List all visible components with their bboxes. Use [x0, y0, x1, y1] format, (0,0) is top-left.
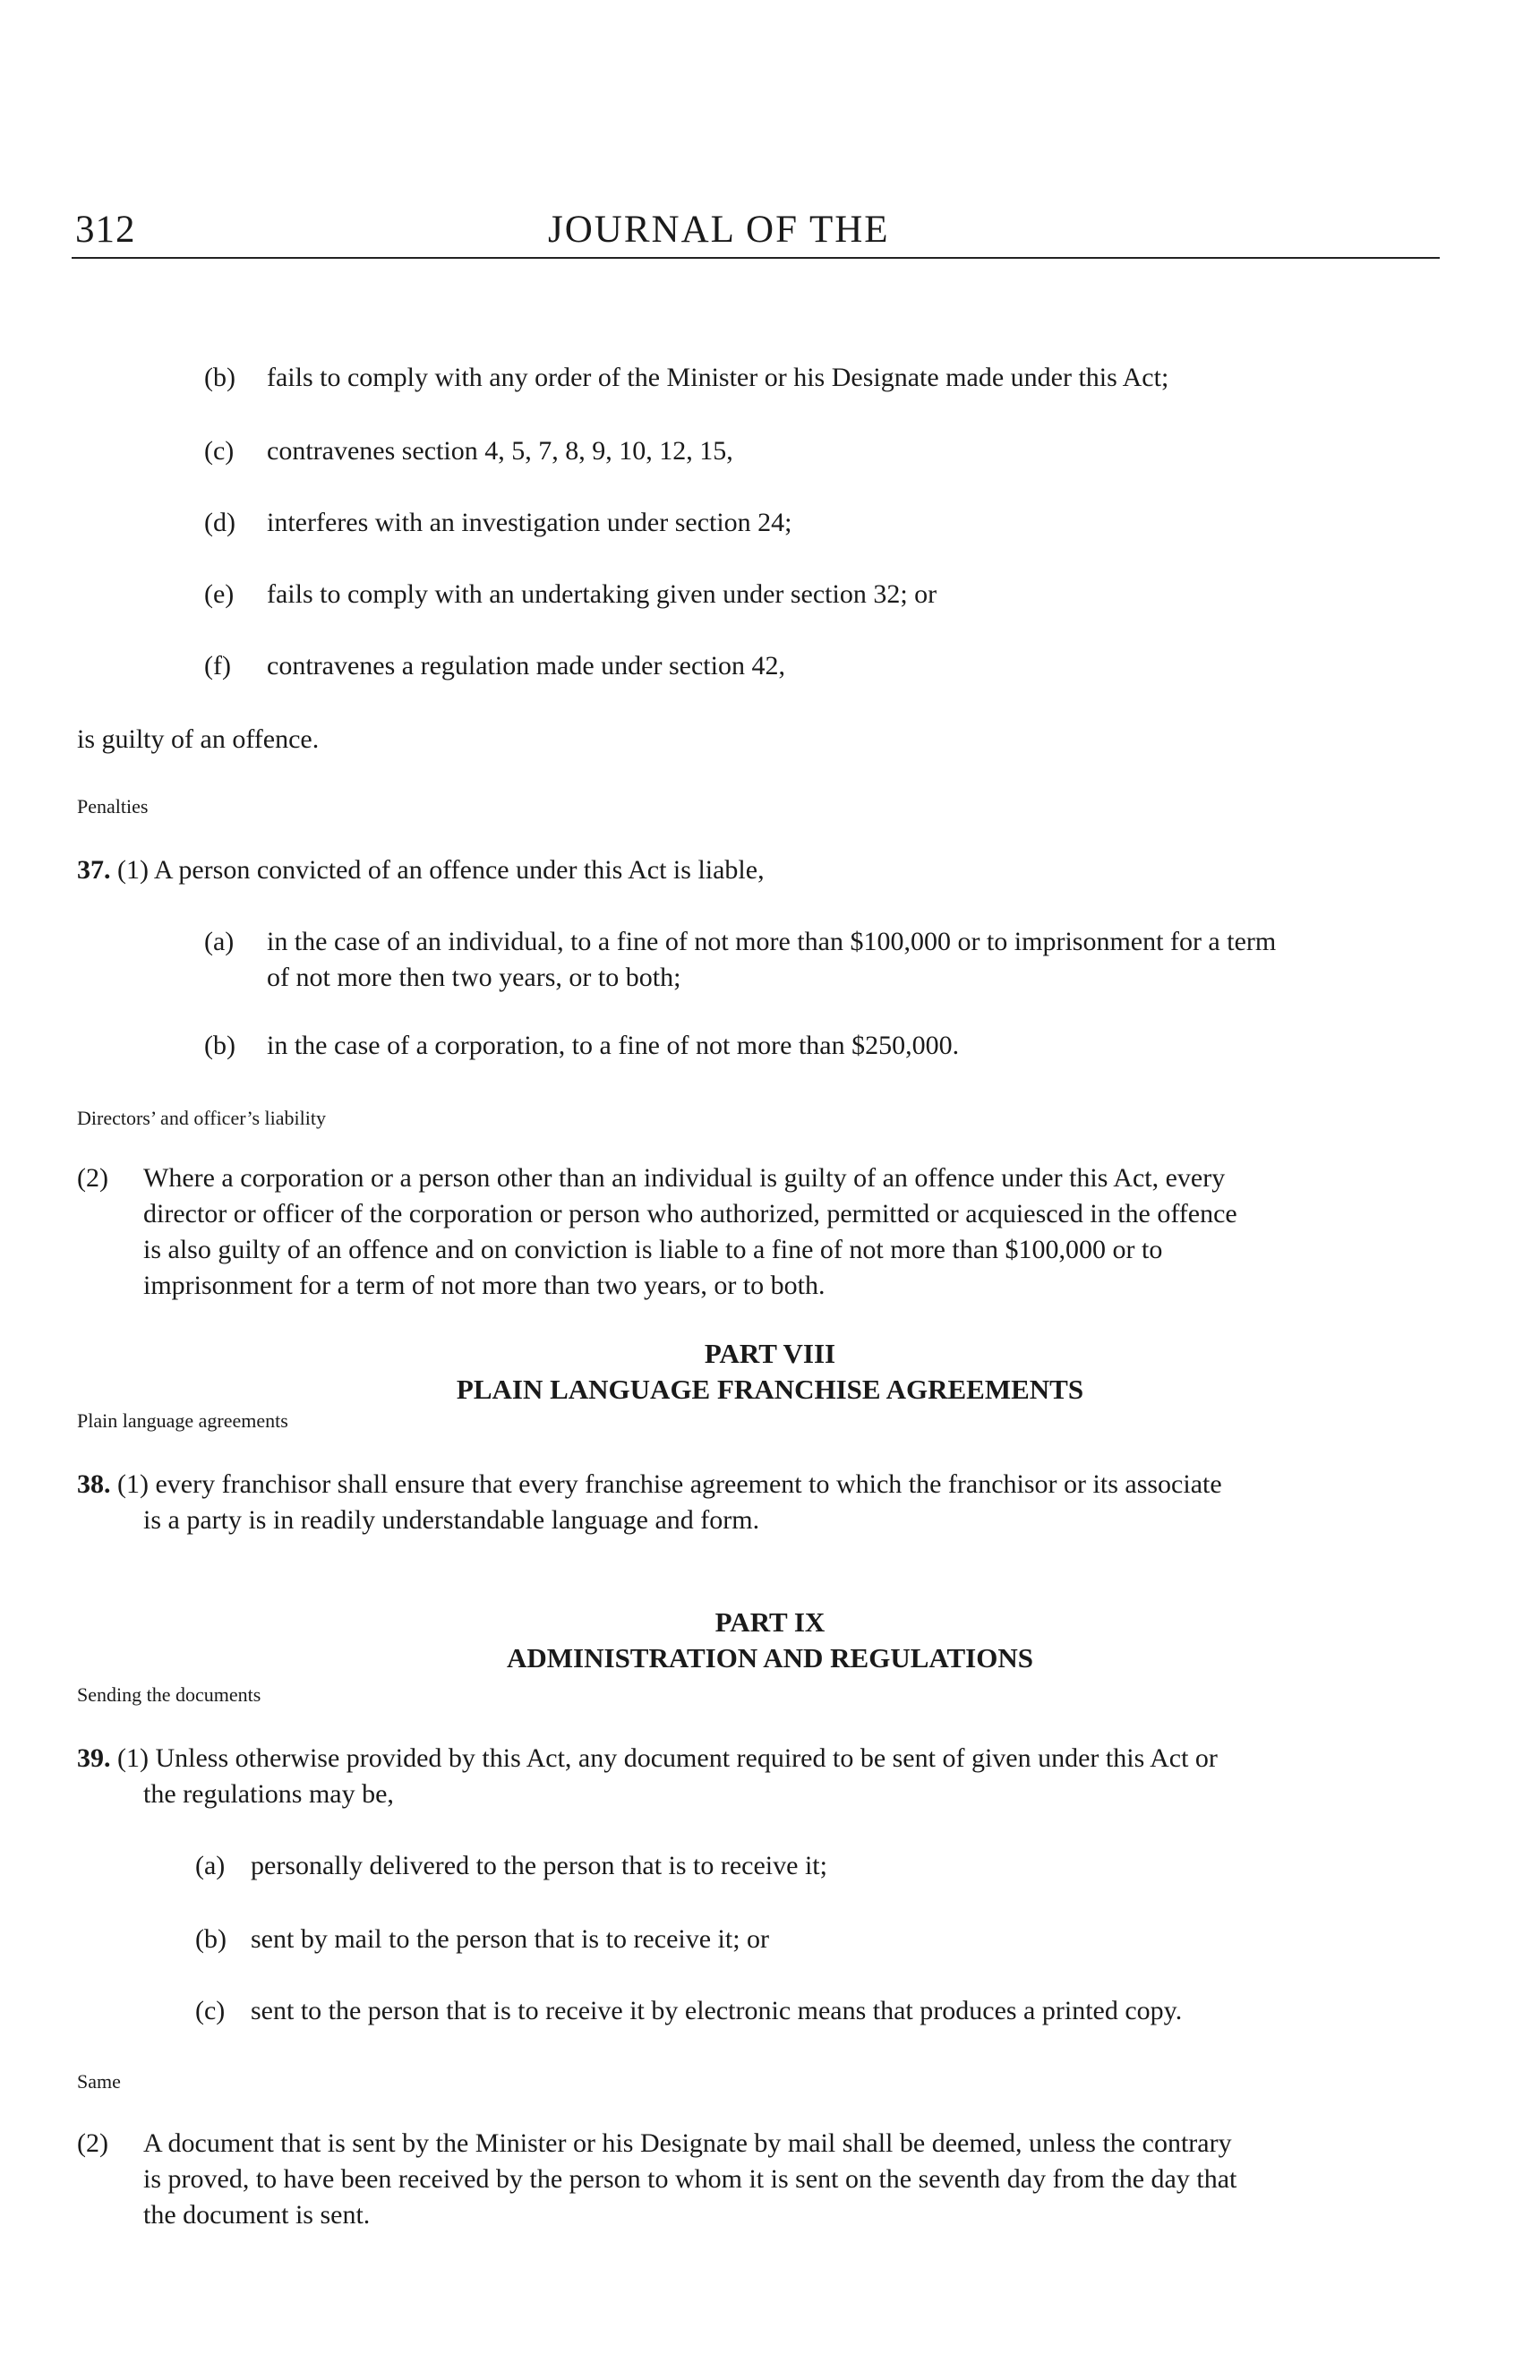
s38-line2: is a party is in readily understandable language and form. — [143, 1505, 760, 1535]
s37-sub2-line4: imprisonment for a term of not more than two years, or to both. — [143, 1271, 826, 1300]
s37-item-a-line1: in the case of an individual, to a fine of not more than $100,000 or to imprisonment for a term — [267, 927, 1277, 956]
margin-note-sending: Sending the documents — [77, 1683, 261, 1706]
s39-number: 39. — [77, 1743, 111, 1773]
part8-label: PART VIII — [704, 1338, 836, 1369]
s37-item-a — [204, 924, 1276, 960]
s39-line1 — [77, 1741, 1218, 1776]
s39-line2: the regulations may be, — [143, 1779, 394, 1809]
s38-line1-text: (1) every franchisor shall ensure that every franchise agreement to which the franchisor or its associate — [117, 1469, 1222, 1499]
margin-note-penalties: Penalties — [77, 795, 149, 818]
s39-item-a — [195, 1848, 827, 1884]
s38-line1 — [77, 1467, 1222, 1502]
s37-sub2-line1: Where a corporation or a person other than an individual is guilty of an offence under this Act, every — [143, 1163, 1226, 1193]
margin-note-plain-language: Plain language agreements — [77, 1409, 288, 1432]
s36-item-e — [204, 577, 937, 612]
s36-item-c — [204, 433, 733, 469]
s39-item-a-label: (a) — [195, 1851, 226, 1880]
s36-item-d-label: (d) — [204, 508, 235, 537]
margin-note-directors: Directors’ and officer’s liability — [77, 1107, 326, 1129]
s36-closing: is guilty of an offence. — [77, 724, 320, 754]
s36-item-e-label: (e) — [204, 579, 235, 609]
s39-sub2-label: (2) — [77, 2128, 108, 2158]
s39-item-b — [195, 1922, 769, 1957]
s36-item-f — [204, 648, 785, 684]
s39-item-a-text: personally delivered to the person that is to receive it; — [251, 1851, 827, 1880]
s39-item-c — [195, 1993, 1182, 2029]
s36-item-c-label: (c) — [204, 436, 235, 466]
s36-item-d — [204, 505, 792, 541]
part9-title: ADMINISTRATION AND REGULATIONS — [507, 1642, 1033, 1674]
s37-sub2-line3: is also guilty of an offence and on conviction is liable to a fine of not more than $100,000 or to — [143, 1235, 1163, 1264]
s36-item-b-label: (b) — [204, 363, 235, 392]
s36-item-e-text: fails to comply with an undertaking given under section 32; or — [267, 579, 937, 609]
s39-line1-text: (1) Unless otherwise provided by this Act, any document required to be sent of given under this Act or — [117, 1743, 1218, 1773]
s37-sub2-label: (2) — [77, 1163, 108, 1193]
s36-item-f-label: (f) — [204, 651, 231, 681]
s36-item-f-text: contravenes a regulation made under section 42, — [267, 651, 785, 681]
s37-item-a-label: (a) — [204, 927, 235, 956]
s37-item-b-label: (b) — [204, 1031, 235, 1060]
s39-item-b-text: sent by mail to the person that is to receive it; or — [251, 1924, 770, 1954]
s37-intro — [77, 852, 765, 888]
s37-item-b-line1: in the case of a corporation, to a fine of not more than $250,000. — [267, 1031, 960, 1060]
s36-item-c-text: contravenes section 4, 5, 7, 8, 9, 10, 12, 15, — [267, 436, 733, 466]
page-number: 312 — [75, 209, 136, 251]
s37-item-a-line2: of not more then two years, or to both; — [267, 963, 681, 992]
s36-item-b-text: fails to comply with any order of the Minister or his Designate made under this Act; — [267, 363, 1169, 392]
s36-item-b — [204, 360, 1168, 396]
part8-title: PLAIN LANGUAGE FRANCHISE AGREEMENTS — [456, 1374, 1084, 1405]
part9-label: PART IX — [714, 1606, 826, 1638]
s39-sub2-line2: is proved, to have been received by the person to whom it is sent on the seventh day from the day that — [143, 2164, 1237, 2194]
header-rule — [72, 257, 1440, 259]
journal-title: JOURNAL OF THE — [548, 209, 890, 251]
s39-item-c-label: (c) — [195, 1996, 226, 2025]
s39-item-c-text: sent to the person that is to receive it by electronic means that produces a printed copy. — [251, 1996, 1183, 2025]
s39-sub2-line1: A document that is sent by the Minister or his Designate by mail shall be deemed, unless the contrary — [143, 2128, 1232, 2158]
s37-number: 37. — [77, 855, 111, 885]
s39-sub2-line3: the document is sent. — [143, 2200, 371, 2230]
s37-sub2-line2: director or officer of the corporation or person who authorized, permitted or acquiesced in the offence — [143, 1199, 1237, 1229]
s37-intro-text: (1) A person convicted of an offence under this Act is liable, — [117, 855, 765, 885]
margin-note-same: Same — [77, 2070, 121, 2093]
s39-item-b-label: (b) — [195, 1924, 227, 1954]
s38-number: 38. — [77, 1469, 111, 1499]
s36-item-d-text: interferes with an investigation under section 24; — [267, 508, 792, 537]
s37-item-b — [204, 1028, 959, 1064]
